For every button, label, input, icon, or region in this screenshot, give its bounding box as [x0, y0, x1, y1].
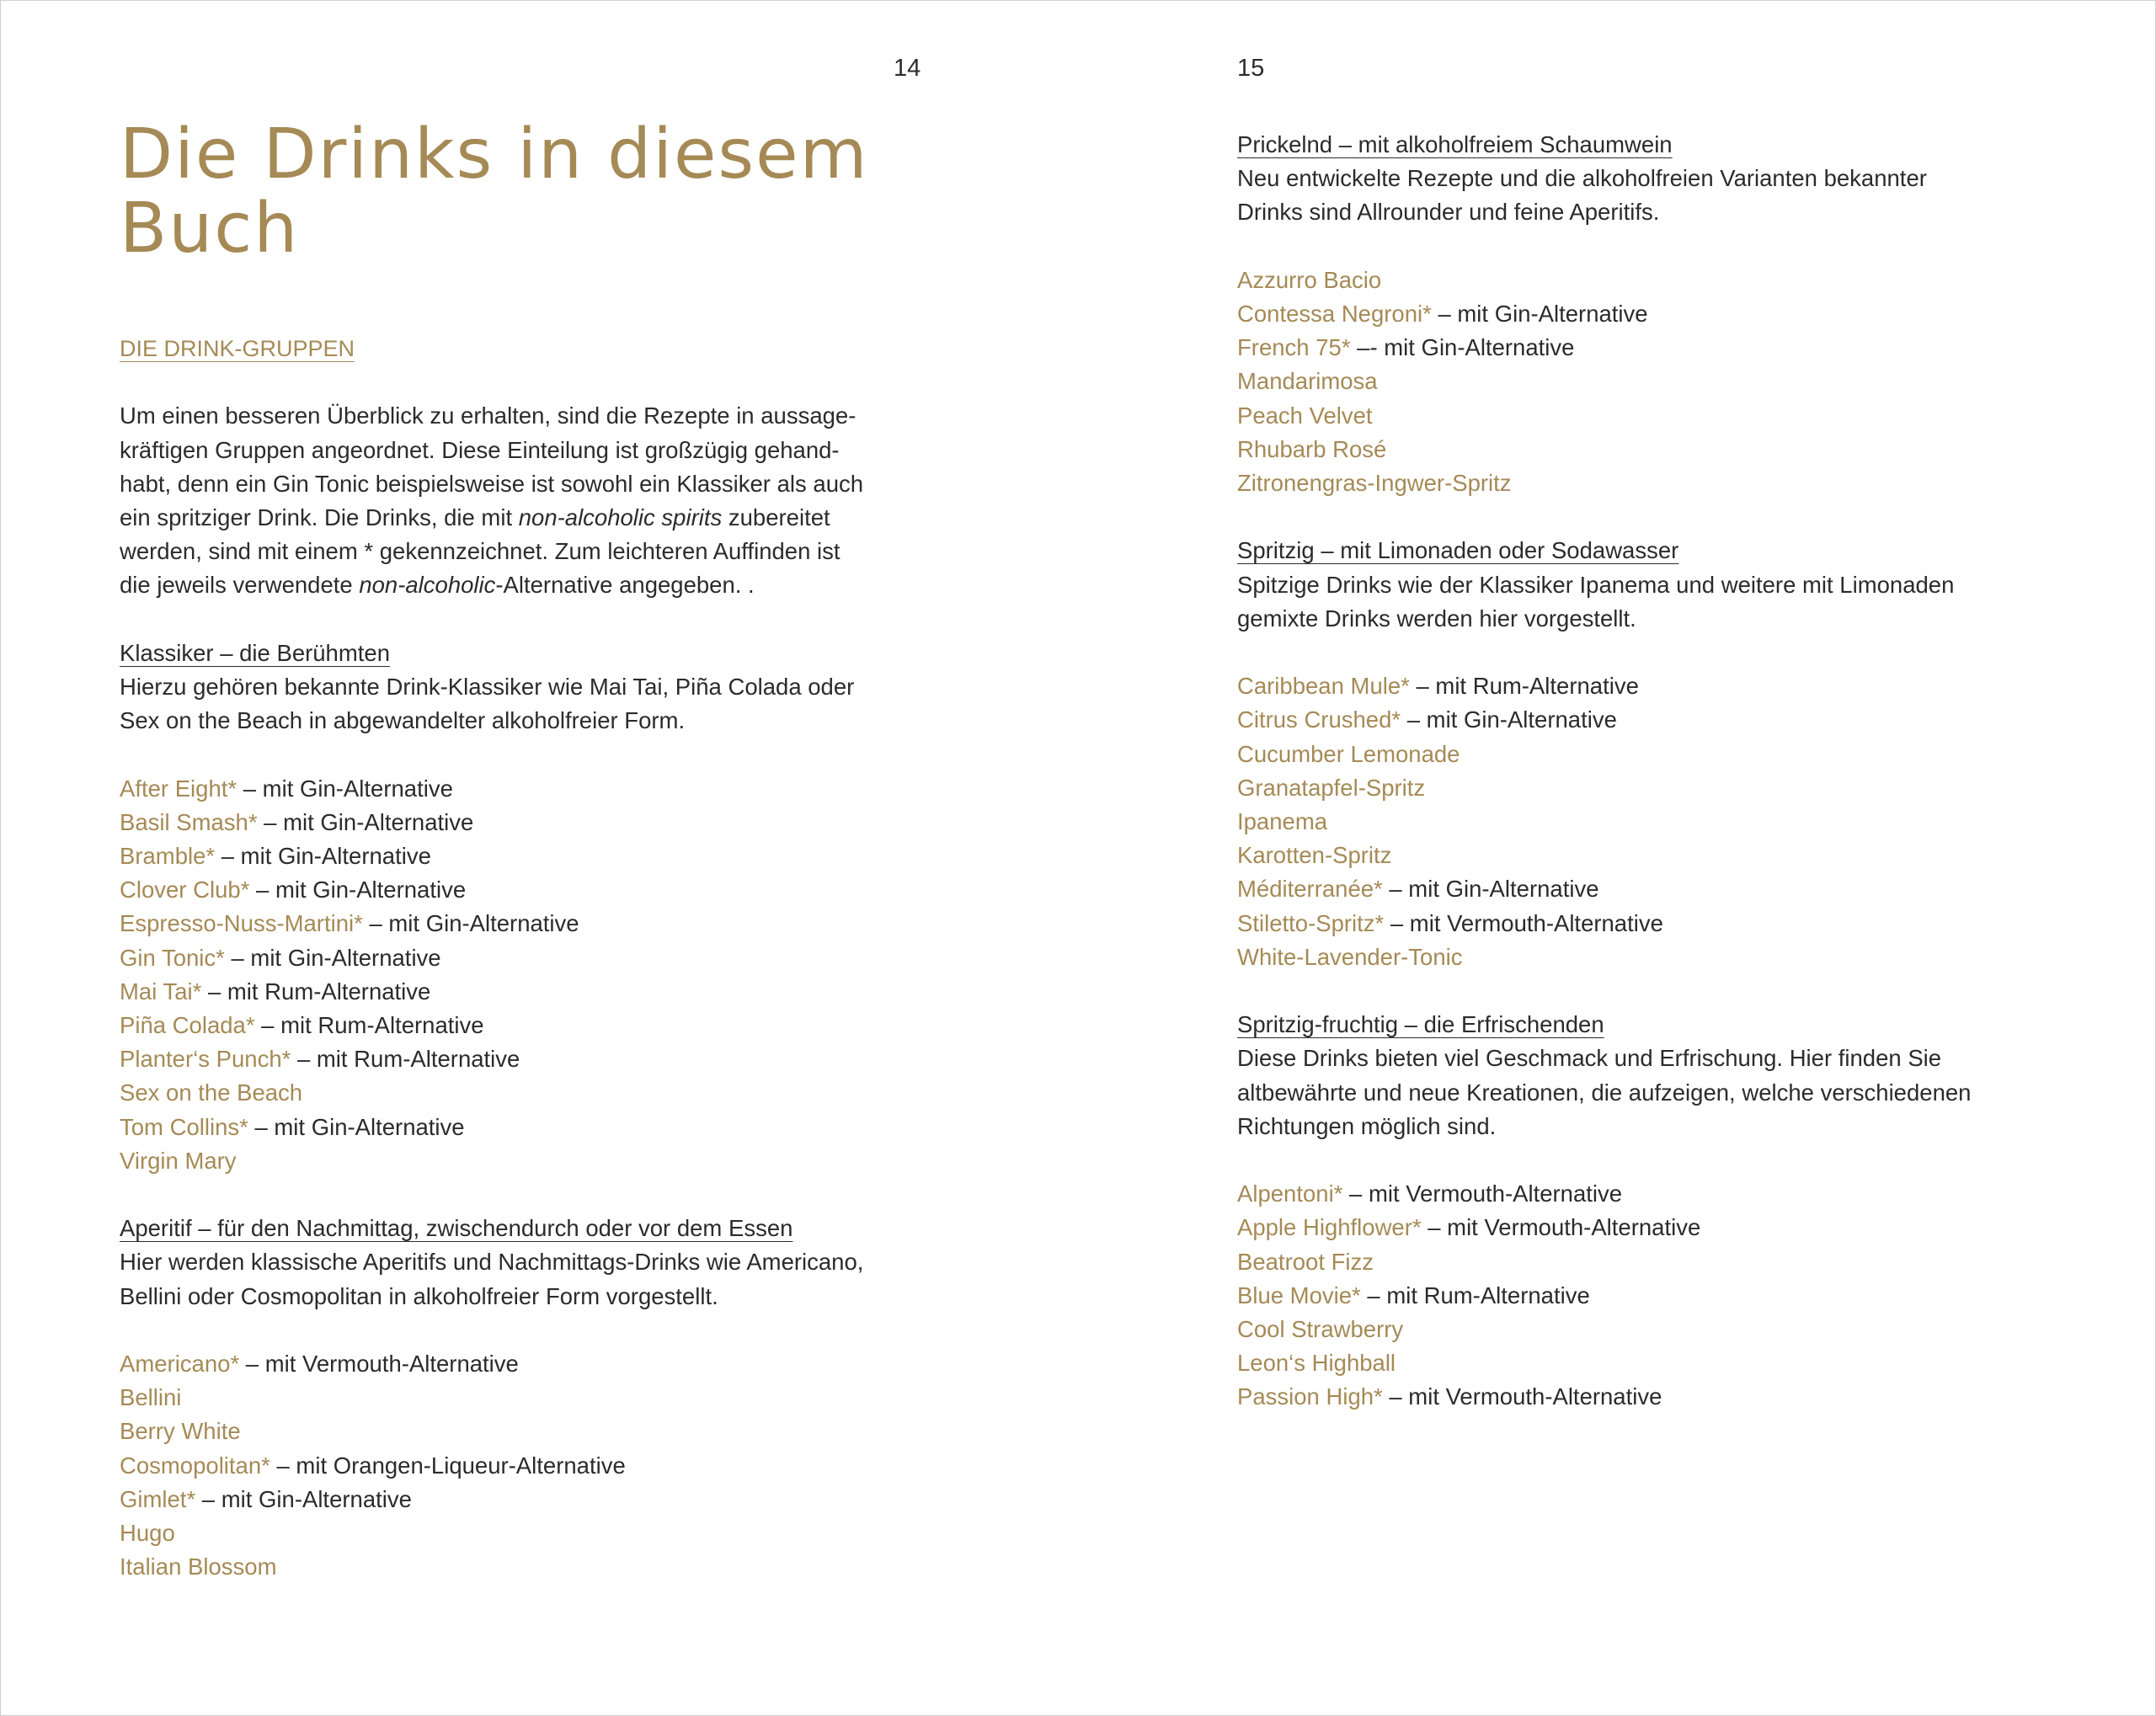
- drink-list-spritzig-fruchtig: [1237, 1177, 2071, 1414]
- drink-alternative: – mit Vermouth-Alternative: [1382, 1383, 1662, 1410]
- drink-name: Bellini: [120, 1384, 182, 1411]
- drink-item: [1237, 907, 2071, 941]
- drink-alternative: – mit Rum-Alternative: [201, 978, 431, 1005]
- drink-alternative: – mit Gin-Alternative: [1401, 706, 1617, 733]
- drink-name: Tom Collins*: [120, 1113, 248, 1140]
- drink-item: [1237, 399, 2071, 433]
- drink-name: French 75*: [1237, 334, 1351, 361]
- drink-name: Leon‘s Highball: [1237, 1350, 1396, 1377]
- drink-name: Stiletto-Spritz*: [1237, 909, 1385, 936]
- drink-item: [1237, 771, 2071, 805]
- drink-alternative: – mit Vermouth-Alternative: [239, 1351, 519, 1378]
- intro-emphasis: non-alcoholic: [359, 572, 496, 599]
- drink-name: Virgin Mary: [120, 1147, 237, 1174]
- drink-alternative: – mit Gin-Alternative: [1431, 301, 1648, 327]
- drink-item: [120, 806, 945, 839]
- section-heading-klassiker: Klassiker – die Berühmten: [120, 639, 390, 666]
- drink-item: [120, 1415, 945, 1448]
- drink-name: Planter‘s Punch*: [120, 1046, 291, 1073]
- section-heading-spritzig-fruchtig: Spritzig-fruchtig – die Erfrischenden: [1237, 1011, 1604, 1038]
- drink-name: Americano*: [120, 1351, 240, 1378]
- intro-paragraph: [120, 399, 945, 602]
- drink-name: Contessa Negroni*: [1237, 301, 1432, 327]
- drink-name: Ipanema: [1237, 808, 1328, 835]
- drink-item: [120, 873, 945, 907]
- drink-name: Apple Highflower*: [1237, 1214, 1422, 1241]
- intro-line: [120, 568, 945, 602]
- drink-alternative: – mit Orangen-Liqueur-Alternative: [270, 1452, 626, 1479]
- drink-item: [120, 975, 945, 1009]
- section-description: Richtungen möglich sind.: [1237, 1112, 1497, 1139]
- drink-name: Caribbean Mule*: [1237, 673, 1410, 700]
- drink-name: Beatroot Fizz: [1237, 1248, 1374, 1275]
- drink-item: [1237, 738, 2071, 771]
- drink-item: [120, 839, 945, 873]
- section-description: gemixte Drinks werden hier vorgestellt.: [1237, 605, 1636, 632]
- intro-line: werden, sind mit einem * gekennzeichnet. Zum leichteren Auffinden ist: [120, 538, 841, 565]
- drink-name: After Eight*: [120, 775, 237, 802]
- section-heading-aperitif: Aperitif – für den Nachmittag, zwischendurch oder vor dem Essen: [120, 1215, 793, 1242]
- drink-item: [1237, 1245, 2071, 1279]
- section-description: Spitzige Drinks wie der Klassiker Ipanema und weitere mit Limonaden: [1237, 571, 1955, 598]
- drink-item: [120, 1076, 945, 1110]
- drink-name: Cosmopolitan*: [120, 1452, 270, 1479]
- drink-name: Piña Colada*: [120, 1012, 255, 1039]
- right-page-content: [1237, 128, 2071, 1415]
- drink-list-prickelnd: [1237, 264, 2071, 500]
- drink-name: Mai Tai*: [120, 978, 202, 1005]
- drink-alternative: – mit Gin-Alternative: [1382, 876, 1599, 903]
- drink-name: Zitronengras-Ingwer-Spritz: [1237, 470, 1512, 497]
- intro-line: Um einen besseren Überblick zu erhalten, sind die Rezepte in aussage-: [120, 402, 857, 429]
- drink-item: [1237, 365, 2071, 398]
- drink-name: Karotten-Spritz: [1237, 842, 1392, 869]
- drink-item: [1237, 805, 2071, 839]
- drink-item: [1237, 1313, 2071, 1346]
- drink-item: [120, 1516, 945, 1550]
- intro-line: habt, denn ein Gin Tonic beispielsweise ist sowohl ein Klassiker als auch: [120, 470, 864, 497]
- section-heading-spritzig: Spritzig – mit Limonaden oder Sodawasser: [1237, 537, 1679, 564]
- drink-name: White-Lavender-Tonic: [1237, 943, 1463, 970]
- section-description: Drinks sind Allrounder und feine Aperitifs.: [1237, 199, 1660, 226]
- intro-text: ein spritziger Drink. Die Drinks, die mit: [120, 504, 519, 530]
- drink-alternative: – mit Gin-Alternative: [237, 775, 453, 802]
- drink-item: [120, 941, 945, 975]
- drink-name: Cucumber Lemonade: [1237, 740, 1460, 767]
- drink-alternative: – mit Rum-Alternative: [1409, 673, 1639, 700]
- drink-name: Bramble*: [120, 843, 216, 869]
- drink-alternative: – mit Gin-Alternative: [248, 1113, 465, 1140]
- drink-item: [1237, 669, 2071, 703]
- section-description: Diese Drinks bieten viel Geschmack und Erfrischung. Hier finden Sie: [1237, 1045, 1942, 1072]
- drink-name: Sex on the Beach: [120, 1079, 303, 1106]
- intro-text: die jeweils verwendete: [120, 572, 360, 599]
- drink-name: Espresso-Nuss-Martini*: [120, 910, 363, 937]
- drink-name: Granatapfel-Spritz: [1237, 774, 1426, 801]
- intro-text: zubereitet: [722, 504, 830, 530]
- drink-item: [120, 1483, 945, 1516]
- drink-item: [1237, 331, 2071, 365]
- page-title: [120, 115, 962, 269]
- drink-alternative: – mit Gin-Alternative: [257, 808, 474, 835]
- drink-name: Blue Movie*: [1237, 1282, 1361, 1308]
- drink-alternative: – mit Rum-Alternative: [291, 1046, 520, 1073]
- drink-item: [1237, 264, 2071, 297]
- section-description: Neu entwickelte Rezepte und die alkoholfreien Varianten bekannter: [1237, 165, 1927, 192]
- drink-name: Peach Velvet: [1237, 402, 1373, 429]
- drink-item: [1237, 703, 2071, 737]
- left-page-content: [120, 332, 945, 1584]
- drink-list-aperitif: [120, 1347, 945, 1584]
- drink-item: [120, 1144, 945, 1178]
- intro-line: [120, 501, 945, 535]
- drink-item: [1237, 839, 2071, 872]
- drink-item: [1237, 941, 2071, 974]
- drink-list-spritzig: [1237, 669, 2071, 974]
- drink-item: [1237, 1380, 2071, 1414]
- drink-alternative: –- mit Gin-Alternative: [1350, 334, 1575, 361]
- drink-name: Méditerranée*: [1237, 876, 1383, 903]
- intro-emphasis: non-alcoholic spirits: [518, 504, 723, 530]
- drink-alternative: – mit Gin-Alternative: [249, 877, 467, 903]
- drink-list-klassiker: [120, 772, 945, 1178]
- drink-item: [120, 907, 945, 941]
- drink-alternative: – mit Vermouth-Alternative: [1421, 1214, 1701, 1241]
- section-description: Sex on the Beach in abgewandelter alkoholfreier Form.: [120, 707, 686, 734]
- drink-name: Alpentoni*: [1237, 1180, 1343, 1207]
- drink-alternative: – mit Gin-Alternative: [195, 1485, 412, 1512]
- drink-name: Mandarimosa: [1237, 368, 1378, 395]
- intro-text: -Alternative angegeben. .: [495, 572, 755, 599]
- drink-item: [1237, 1211, 2071, 1244]
- drink-alternative: – mit Gin-Alternative: [362, 910, 579, 937]
- drink-item: [1237, 872, 2071, 906]
- drink-name: Italian Blossom: [120, 1553, 277, 1580]
- section-description: Bellini oder Cosmopolitan in alkoholfreier Form vorgestellt.: [120, 1282, 718, 1309]
- drink-item: [1237, 466, 2071, 500]
- drink-item: [1237, 433, 2071, 466]
- drink-name: Gimlet*: [120, 1485, 196, 1512]
- drink-item: [120, 1550, 945, 1584]
- drink-groups-heading: DIE DRINK-GRUPPEN: [120, 336, 355, 361]
- drink-item: [120, 772, 945, 806]
- drink-item: [120, 1347, 945, 1381]
- drink-name: Basil Smash*: [120, 808, 258, 835]
- drink-alternative: – mit Rum-Alternative: [254, 1012, 484, 1039]
- drink-item: [120, 1381, 945, 1415]
- drink-alternative: – mit Gin-Alternative: [224, 944, 441, 971]
- drink-name: Rhubarb Rosé: [1237, 435, 1387, 462]
- drink-name: Hugo: [120, 1520, 175, 1547]
- drink-item: [1237, 1177, 2071, 1211]
- drink-item: [120, 1111, 945, 1144]
- drink-name: Berry White: [120, 1418, 241, 1445]
- drink-item: [1237, 297, 2071, 331]
- intro-line: kräftigen Gruppen angeordnet. Diese Einteilung ist großzügig gehand-: [120, 436, 840, 463]
- drink-name: Citrus Crushed*: [1237, 706, 1401, 733]
- drink-item: [120, 1009, 945, 1042]
- section-heading-prickelnd: Prickelnd – mit alkoholfreiem Schaumwein: [1237, 131, 1673, 157]
- title-line-2: Buch: [120, 189, 300, 269]
- drink-item: [120, 1042, 945, 1076]
- drink-alternative: – mit Vermouth-Alternative: [1342, 1180, 1623, 1207]
- drink-name: Clover Club*: [120, 877, 250, 903]
- drink-item: [1237, 1279, 2071, 1313]
- title-line-1: Die Drinks in diesem: [120, 115, 869, 195]
- drink-name: Cool Strawberry: [1237, 1316, 1404, 1343]
- drink-alternative: – mit Gin-Alternative: [215, 843, 431, 869]
- drink-name: Azzurro Bacio: [1237, 266, 1382, 293]
- drink-name: Gin Tonic*: [120, 944, 225, 971]
- section-description: altbewährte und neue Kreationen, die aufzeigen, welche verschiedenen: [1237, 1079, 1972, 1106]
- drink-alternative: – mit Vermouth-Alternative: [1384, 909, 1663, 936]
- page-number-right: 15: [1237, 55, 1265, 82]
- section-description: Hier werden klassische Aperitifs und Nachmittags-Drinks wie Americano,: [120, 1249, 864, 1276]
- drink-alternative: – mit Rum-Alternative: [1360, 1282, 1590, 1308]
- drink-item: [1237, 1346, 2071, 1380]
- section-description: Hierzu gehören bekannte Drink-Klassiker wie Mai Tai, Piña Colada oder: [120, 674, 855, 700]
- drink-item: [120, 1449, 945, 1483]
- drink-name: Passion High*: [1237, 1383, 1383, 1410]
- page-number-left: 14: [894, 55, 921, 82]
